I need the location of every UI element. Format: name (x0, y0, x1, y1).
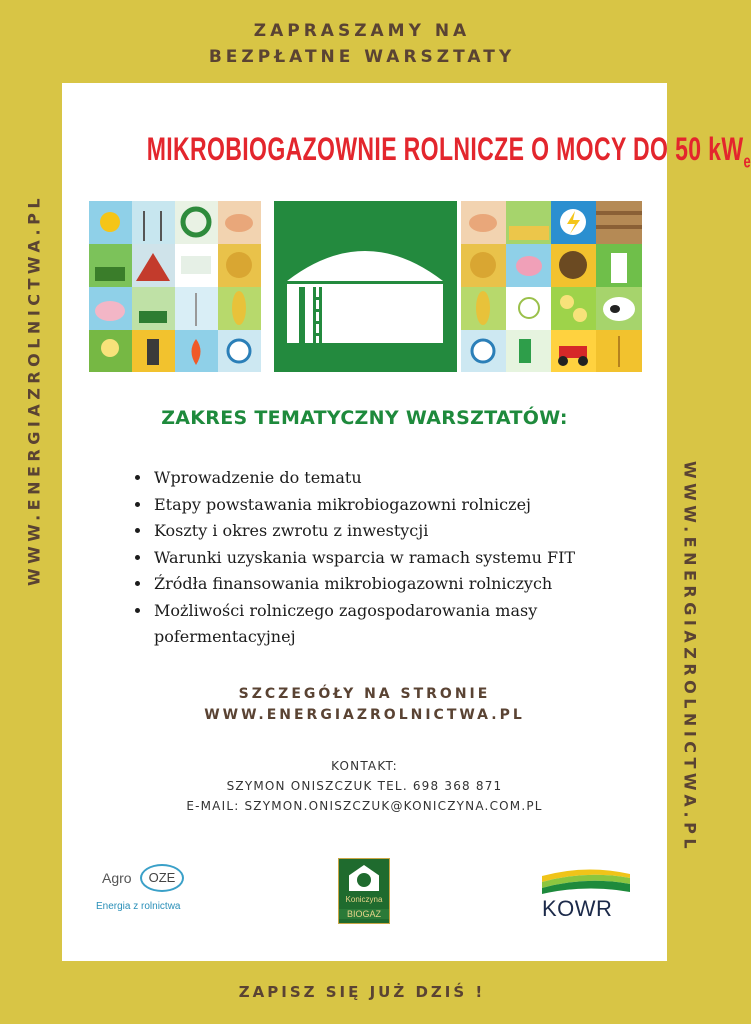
top-heading-line2: BEZPŁATNE WARSZTATY (208, 47, 516, 67)
list-item: • Etapy powstawania mikrobiogazowni rolniczej (152, 492, 642, 519)
top-heading-line1: ZAPRASZAMY NA (253, 21, 471, 41)
contact-email[interactable]: E-MAIL: SZYMON.ONISZCZUK@KONICZYNA.COM.PL (186, 799, 543, 813)
agro-tagline: Energia z rolnictwa (96, 901, 181, 912)
contact-phone: SZYMON ONISZCZUK TEL. 698 368 871 (226, 779, 503, 793)
right-tile-mosaic (461, 201, 642, 372)
clover-leaf-icon (357, 873, 371, 887)
section-title: ZAKRES TEMATYCZNY WARSZTATÓW: (161, 407, 568, 429)
kowr-text: KOWR (542, 896, 613, 921)
content-card (62, 83, 751, 961)
contact-block (62, 756, 667, 816)
side-url-left[interactable]: WWW.ENERGIAZROLNICTWA.PL (24, 193, 44, 587)
main-title-text: MIKROBIOGAZOWNIE ROLNICZE O MOCY DO 50 kW (146, 131, 744, 167)
agro-logo-text: Agro (102, 870, 132, 886)
agro-oze-logo (96, 868, 196, 923)
list-item: • Źródła finansowania mikrobiogazowni rolniczych (152, 571, 642, 598)
details-line1: SZCZEGÓŁY NA STRONIE (238, 686, 491, 702)
kowr-fields-icon (542, 868, 630, 894)
list-item: • Wprowadzenie do tematu (152, 465, 642, 492)
koniczyna-text: Koniczyna (345, 895, 383, 904)
left-tile-mosaic (89, 201, 261, 372)
top-heading (0, 18, 724, 70)
main-title (146, 131, 751, 172)
bottom-cta: ZAPISZ SIĘ JUŻ DZIŚ ! (238, 983, 486, 1001)
biogaz-text: BIOGAZ (339, 909, 389, 919)
side-url-right[interactable]: WWW.ENERGIAZROLNICTWA.PL (680, 460, 700, 854)
contact-label: KONTAKT: (331, 759, 398, 773)
topics-list (134, 465, 642, 651)
main-title-subscript: e (743, 151, 751, 172)
list-item: • Możliwości rolniczego zagospodarowania masy pofermentacyjnej (152, 598, 642, 651)
biogas-plant-icon (274, 201, 457, 372)
koniczyna-biogaz-logo (338, 858, 390, 924)
list-item: • Warunki uzyskania wsparcia w ramach systemu FIT (152, 545, 642, 572)
list-item: • Koszty i okres zwrotu z inwestycji (152, 518, 642, 545)
details-block (62, 684, 667, 726)
oze-logo-text: OZE (148, 870, 176, 885)
kowr-logo (542, 868, 630, 923)
biogas-banner-image (89, 201, 642, 372)
details-url-link[interactable]: WWW.ENERGIAZROLNICTWA.PL (204, 707, 525, 723)
